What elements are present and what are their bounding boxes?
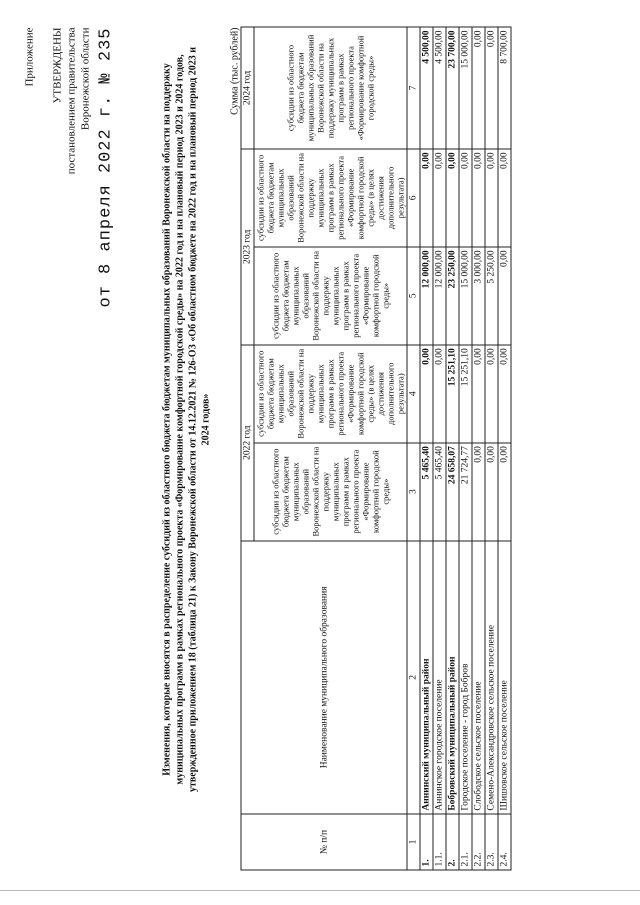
rotated-page bbox=[1, 0, 640, 905]
row-value: 21 724,77 bbox=[459, 443, 472, 541]
row-value: 0,00 bbox=[433, 345, 446, 443]
row-value: 8 700,00 bbox=[498, 27, 511, 149]
row-value: 0,00 bbox=[472, 345, 485, 443]
row-value: 0,00 bbox=[498, 247, 511, 345]
row-name: Шишовское сельское поселение bbox=[498, 541, 511, 815]
appendix-date-stamp: от 8 апреля 2022 г. № 235 bbox=[96, 27, 116, 308]
table-row bbox=[459, 27, 472, 870]
col-index: 5 bbox=[407, 247, 420, 345]
row-value: 0,00 bbox=[472, 149, 485, 247]
row-value: 24 658,07 bbox=[446, 443, 459, 541]
header-2023: 2023 год bbox=[241, 149, 254, 345]
row-value: 0,00 bbox=[498, 345, 511, 443]
table-row bbox=[498, 27, 511, 870]
header-num: № п/п bbox=[241, 814, 407, 870]
row-value: 0,00 bbox=[446, 149, 459, 247]
row-value: 5 250,00 bbox=[485, 247, 498, 345]
row-value: 23 250,00 bbox=[446, 247, 459, 345]
row-value: 23 700,00 bbox=[446, 27, 459, 149]
row-value: 0,00 bbox=[433, 149, 446, 247]
row-name: Слободское сельское поселение bbox=[472, 541, 485, 815]
appendix-decree: постановлением правительства bbox=[65, 27, 78, 175]
row-value: 0,00 bbox=[459, 149, 472, 247]
row-value: 5 465,40 bbox=[433, 443, 446, 541]
row-value: 4 500,00 bbox=[433, 27, 446, 149]
header-2024: 2024 год bbox=[241, 27, 254, 149]
document-title: Изменения, которые вносятся в распределение субсидий из областного бюджета бюджетам муниципальных образований Воронежской области на поддержку муниципальных программ в рамках регионального проекта «Формирование комфортной городской среды» на 2022 год и на плановый период 2023 и 2024 годов, утвержденное приложением 18 (таблица 21) к Закону Воронежской области от 14.12.2021 № 126-ОЗ «Об областном бюджете на 2022 год и на плановый период 2023 и 2024 годов» bbox=[161, 47, 212, 792]
row-value: 15 251,10 bbox=[446, 345, 459, 443]
row-value: 0,00 bbox=[498, 149, 511, 247]
header-name: Наименование муниципального образования bbox=[241, 541, 407, 815]
row-value: 12 000,00 bbox=[433, 247, 446, 345]
row-value: 0,00 bbox=[485, 149, 498, 247]
appendix-title: Приложение bbox=[23, 27, 36, 87]
appendix-approved: УТВЕРЖДЕНЫ bbox=[51, 27, 64, 104]
row-value: 12 000,00 bbox=[420, 247, 433, 345]
row-value: 0,00 bbox=[485, 27, 498, 149]
row-value: 0,00 bbox=[472, 27, 485, 149]
row-name: Аннинское городское поселение bbox=[433, 541, 446, 815]
row-name: Семено-Александровское сельское поселение bbox=[485, 541, 498, 815]
row-number: 2.3. bbox=[485, 814, 498, 870]
row-name: Аннинский муниципальный район bbox=[420, 541, 433, 815]
row-value: 4 500,00 bbox=[420, 27, 433, 149]
col-index: 4 bbox=[407, 345, 420, 443]
header-2022: 2022 год bbox=[241, 345, 254, 541]
row-number: 1. bbox=[420, 814, 433, 870]
col-index: 6 bbox=[407, 149, 420, 247]
row-number: 2.4. bbox=[498, 814, 511, 870]
col-index: 2 bbox=[407, 541, 420, 815]
row-name: Бобровский муниципальный район bbox=[446, 541, 459, 815]
row-value: 15 000,00 bbox=[459, 27, 472, 149]
row-number: 2. bbox=[446, 814, 459, 870]
header-2024-a: субсидии из областного бюджета бюджетам муниципальных образований Воронежской области на поддержку муниципальных программ в рамках регионального проекта «Формирование комфортной городской среды» bbox=[254, 27, 407, 149]
row-value: 0,00 bbox=[420, 149, 433, 247]
table-row bbox=[420, 27, 433, 870]
header-2022-a: субсидии из областного бюджета бюджетам муниципальных образований Воронежской области на поддержку муниципальных программ в рамках регионального проекта «Формирование комфортной городской среды» bbox=[254, 443, 407, 541]
table-body bbox=[420, 27, 511, 870]
appendix-region: Воронежской области bbox=[79, 27, 92, 131]
col-index: 1 bbox=[407, 814, 420, 870]
row-value: 5 465,40 bbox=[420, 443, 433, 541]
row-value: 0,00 bbox=[420, 345, 433, 443]
row-number: 2.2. bbox=[472, 814, 485, 870]
units-label: Сумма (тыс. рублей) bbox=[229, 27, 241, 115]
row-value: 0,00 bbox=[485, 443, 498, 541]
header-2022-b: субсидии из областного бюджета бюджетам муниципальных образований Воронежской области на поддержку муниципальных программ в рамках регионального проекта «Формирование комфортной городской среды» (в целях достижения дополнительного результата) bbox=[254, 345, 407, 443]
table-row bbox=[433, 27, 446, 870]
table-row bbox=[485, 27, 498, 870]
row-number: 2.1. bbox=[459, 814, 472, 870]
col-index: 3 bbox=[407, 443, 420, 541]
table-row bbox=[472, 27, 485, 870]
header-2023-a: субсидии из областного бюджета бюджетам муниципальных образований Воронежской области на поддержку муниципальных программ в рамках регионального проекта «Формирование комфортной городской среды» bbox=[254, 247, 407, 345]
subsidy-table bbox=[241, 27, 512, 871]
row-name: Городское поселение - город Бобров bbox=[459, 541, 472, 815]
header-row-index bbox=[407, 27, 420, 870]
table-row bbox=[446, 27, 459, 870]
row-value: 3 000,00 bbox=[472, 247, 485, 345]
page-bottom-rule bbox=[0, 890, 640, 891]
header-2023-b: субсидии из областного бюджета бюджетам муниципальных образований Воронежской области на поддержку муниципальных программ в рамках регионального проекта «Формирование комфортной городской среды» (в целях достижения дополнительного результата) bbox=[254, 149, 407, 247]
row-value: 0,00 bbox=[472, 443, 485, 541]
row-number: 1.1. bbox=[433, 814, 446, 870]
row-value: 0,00 bbox=[485, 345, 498, 443]
row-value: 15 251,10 bbox=[459, 345, 472, 443]
row-value: 15 000,00 bbox=[459, 247, 472, 345]
col-index: 7 bbox=[407, 27, 420, 149]
header-row-years bbox=[241, 27, 254, 870]
row-value: 0,00 bbox=[498, 443, 511, 541]
